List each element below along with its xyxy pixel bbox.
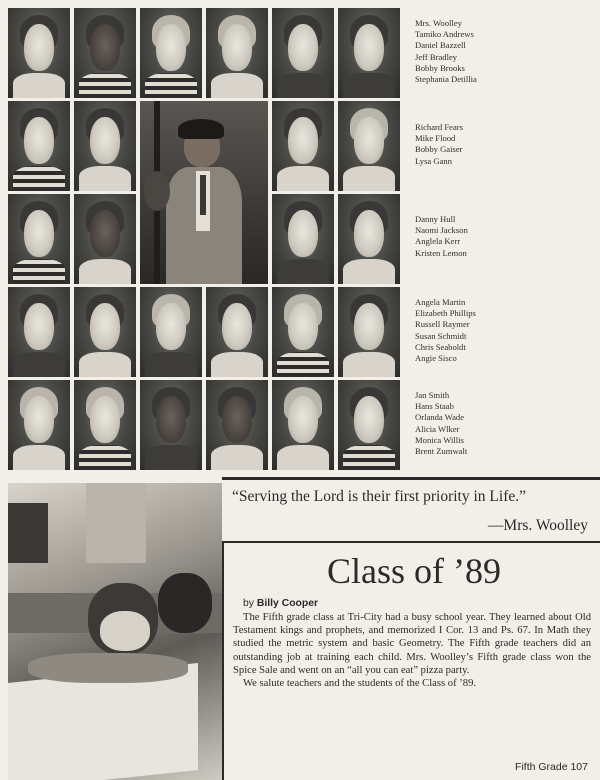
- name-item: Chris Seaboldt: [415, 341, 466, 352]
- article-paragraph: We salute teachers and the students of the Class of ’89.: [243, 678, 477, 690]
- name-item: Bobby Brooks: [415, 62, 465, 73]
- byline-prefix: by: [243, 598, 254, 609]
- byline-author: Billy Cooper: [256, 598, 319, 609]
- portrait-chris-seaboldt: [272, 287, 334, 377]
- article-headline: Class of ’89: [327, 551, 501, 591]
- name-item: Hans Staab: [415, 401, 454, 412]
- portrait-richard-fears: [8, 101, 70, 191]
- portrait-stephania-detillia: [338, 8, 400, 98]
- name-item: Angie Sisco: [415, 353, 457, 364]
- names-row-2: [415, 122, 463, 167]
- portrait-jan-smith: [8, 380, 70, 470]
- name-item: Lysa Gann: [415, 155, 452, 166]
- name-item: Susan Schmidt: [415, 330, 467, 341]
- names-row-5: [415, 390, 467, 457]
- portrait-naomi-jackson: [74, 194, 136, 284]
- portrait-mike-flood: [74, 101, 136, 191]
- name-item: Elizabeth Phillips: [415, 308, 476, 319]
- article-body: [233, 611, 591, 690]
- name-item: Daniel Bazzell: [415, 40, 466, 51]
- portrait-russell-raymer: [140, 287, 202, 377]
- name-item: Brent Zumwalt: [415, 446, 468, 457]
- portrait-mrs-woolley: [8, 8, 70, 98]
- portrait-kristen-lemon: [338, 194, 400, 284]
- name-item: Angela Martin: [415, 297, 466, 307]
- portrait-lysa-gann: [338, 101, 400, 191]
- pull-quote-author: —Mrs. Woolley: [487, 517, 588, 534]
- name-item: Anglela Kerr: [415, 236, 461, 247]
- names-row-3: [415, 214, 468, 259]
- teacher-classroom-photo: [140, 101, 268, 284]
- page-folio: Fifth Grade 107: [515, 761, 588, 773]
- byline: [243, 598, 318, 609]
- name-item: Jeff Bradley: [415, 51, 458, 62]
- portrait-danny-hull: [8, 194, 70, 284]
- portrait-monica-willis: [272, 380, 334, 470]
- names-row-1: [415, 18, 477, 85]
- name-item: Mike Flood: [415, 133, 456, 144]
- name-item: Orlanda Wade: [415, 412, 465, 423]
- name-item: Kristen Lemon: [415, 247, 467, 258]
- portrait-orlanda-wade: [140, 380, 202, 470]
- top-rule: [222, 477, 600, 480]
- name-item: Alicia Wlker: [415, 423, 460, 434]
- name-item: Monica Willis: [415, 434, 464, 445]
- portrait-bobby-gaiser: [272, 101, 334, 191]
- quote-divider-rule: [222, 541, 600, 543]
- name-item: Jan Smith: [415, 390, 450, 400]
- portrait-angela-martin: [8, 287, 70, 377]
- portrait-hans-staab: [74, 380, 136, 470]
- name-item: Danny Hull: [415, 214, 456, 224]
- name-item: Bobby Gaiser: [415, 144, 463, 155]
- portrait-brent-zumwalt: [338, 380, 400, 470]
- portrait-jeff-bradley: [206, 8, 268, 98]
- portrait-tamiko-andrews: [74, 8, 136, 98]
- portrait-bobby-brooks: [272, 8, 334, 98]
- names-row-4: [415, 297, 476, 364]
- portrait-alicia-wlker: [206, 380, 268, 470]
- article-paragraph: The Fifth grade class at Tri-City had a busy school year. They learned about Old Testament kings and prophets, and memorized I Cor. 13 and Ps. 67. In Math they studied the metric system and basic Geometry. The Fifth grade teachers did an outstanding job at training each child. Mrs. Woolley’s Fifth grade class won the Spice Sale and went on an “all you can eat” pizza party.: [233, 612, 591, 676]
- article-left-rule: [222, 543, 224, 780]
- portrait-daniel-bazzell: [140, 8, 202, 98]
- pull-quote: “Serving the Lord is their first priority in Life.”: [232, 488, 526, 505]
- name-item: Richard Fears: [415, 122, 463, 132]
- portrait-susan-schmidt: [206, 287, 268, 377]
- name-item: Russell Raymer: [415, 319, 470, 330]
- portrait-elizabeth-phillips: [74, 287, 136, 377]
- portrait-anglela-kerr: [272, 194, 334, 284]
- portrait-angie-sisco: [338, 287, 400, 377]
- name-item: Stephania Detillia: [415, 74, 477, 85]
- name-item: Mrs. Woolley: [415, 18, 462, 28]
- name-item: Naomi Jackson: [415, 225, 468, 236]
- name-item: Tamiko Andrews: [415, 29, 474, 40]
- classroom-candid-photo: [8, 483, 222, 780]
